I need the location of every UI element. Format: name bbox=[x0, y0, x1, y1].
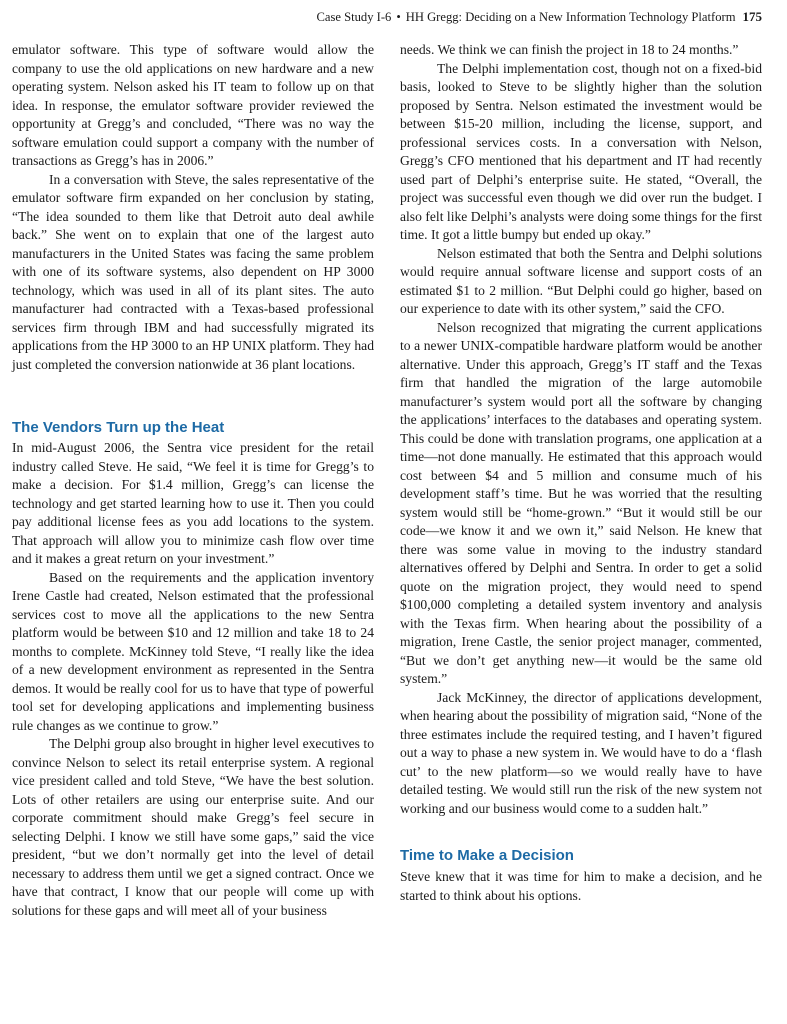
section-heading-decision: Time to Make a Decision bbox=[400, 847, 574, 864]
paragraph: Steve knew that it was time for him to make a decision, and he started to think about his options. bbox=[400, 869, 762, 903]
paragraph: emulator software. This type of software would allow the company to use the old applications on new hardware and a new operating system. Nelson asked his IT team to follow up on that idea. In response, the emulator software provider reviewed the opportunity at Gregg’s and concluded, “There was no way the software emulation could support a company with the number of transactions as Gregg’s has in 2006.” bbox=[12, 42, 374, 168]
case-label: Case Study I-6 bbox=[316, 10, 392, 24]
running-header bbox=[0, 9, 762, 25]
paragraph: Nelson estimated that both the Sentra and Delphi solutions would require annual software license and support costs of an estimated $1 to 2 million. “But Delphi could go higher, based on our experience to date with its other system,” said the CFO. bbox=[400, 245, 762, 316]
right-column bbox=[400, 41, 762, 905]
paragraph: needs. We think we can finish the project in 18 to 24 months.” bbox=[400, 42, 739, 57]
section-heading-vendors: The Vendors Turn up the Heat bbox=[12, 419, 225, 436]
header-bullet: • bbox=[396, 10, 401, 24]
case-title: HH Gregg: Deciding on a New Information Technology Platform bbox=[405, 10, 736, 24]
paragraph: The Delphi implementation cost, though not on a fixed-bid basis, looked to Steve to be slightly higher than the solution proposed by Sentra. Nelson estimated the investment would be between $15-20 million, including the license, support, and professional services costs. In a conversation with Nelson, Gregg’s CFO mentioned that his department and IT had recently used part of Delphi’s enterprise suite. He stated, “Overall, the project was successful even though we did over run the budget. I also felt like Delphi’s analysts were doing some things for the first time. It got a little bumpy but ended up okay.” bbox=[400, 60, 762, 242]
paragraph: Based on the requirements and the application inventory Irene Castle had created, Nelson estimated that the professional services cost to move all the applications to the new Sentra platform would be between $10 and 12 million and take 18 to 24 months to complete. McKinney told Steve, “I really like the idea of a new development environment as represented in the Sentra demos. It would be really cool for us to have that type of powerful tool set for developing applications and implementing business rule changes as we continue to grow.” bbox=[12, 569, 374, 733]
paragraph: In mid-August 2006, the Sentra vice president for the retail industry called Steve. He said, “We feel it is time for Gregg’s to make a decision. For $1.4 million, Gregg’s can license the technology and get started learning how to use it. Then you could pay additional license fees as you add locations to the system. That approach will allow you to minimize cash flow over time and it makes a great return on your investment.” bbox=[12, 440, 374, 566]
paragraph: The Delphi group also brought in higher level executives to convince Nelson to select its retail enterprise system. A regional vice president called and told Steve, “We have the best solution. Lots of other retailers are using our enterprise suite. And our corporate commitment should make Gregg’s feel secure in selecting Delphi. I know we still have some gaps,” said the vice president, “but we don’t normally get into the level of detail necessary to address them until we get a signed contract. Once we have that contract, I know that our people will come up with solutions for these gaps and will meet all of your business bbox=[12, 736, 374, 918]
left-column bbox=[12, 41, 374, 920]
page-number: 175 bbox=[742, 9, 762, 24]
paragraph: In a conversation with Steve, the sales representative of the emulator software firm expanded on her conclusion by stating, “The idea sounded to them like that Detroit auto deal awhile back.” She went on to explain that one of the largest auto manufacturers in the United States was facing the same problem with one of its software systems, also dependent on HP 3000 technology, which was used in all of its plant sites. The auto manufacturer had contracted with a Texas-based professional services firm through IBM and had successfully migrated its applications from the HP 3000 to an HP UNIX platform. They had just completed the conversion nationwide at 36 plant locations. bbox=[12, 171, 374, 372]
paragraph: Jack McKinney, the director of applications development, when hearing about the possibility of migration said, “None of the three estimates include the required testing, and I haven’t figured out a way to phase a new system in. We would have to do a ‘flash cut’ to the new platform—so we would really have to have detailed testing. We would still run the risk of the new system not working and our business would come to a sudden halt.” bbox=[400, 689, 762, 816]
paragraph: Nelson recognized that migrating the current applications to a newer UNIX-compatible hardware platform would be another alternative. Under this approach, Gregg’s IT staff and the Texas firm that handled the migration of the large automobile manufacturer’s system would port all the software by changing the applications’ interfaces to the databases and operating system. This could be done with translation programs, one application at a time—not done manually. He estimated that this approach would cost between $4 and 5 million and consume much of his development staff’s time. But he was worried that the resulting system would still be “home-grown.” “But it would still be our code—we know it and we own it,” said Nelson. He knew that there was some value in moving to the industry standard alternatives offered by Delphi and Sentra. In order to get a solid quote on the migration project, they would need to spend $100,000 completing a detailed system inventory and analysis with the Texas firm. When hearing about the possibility of a migration, Irene Castle, the senior project manager, commented, “But we don’t get anything new—it would be the same old system.” bbox=[400, 319, 762, 686]
